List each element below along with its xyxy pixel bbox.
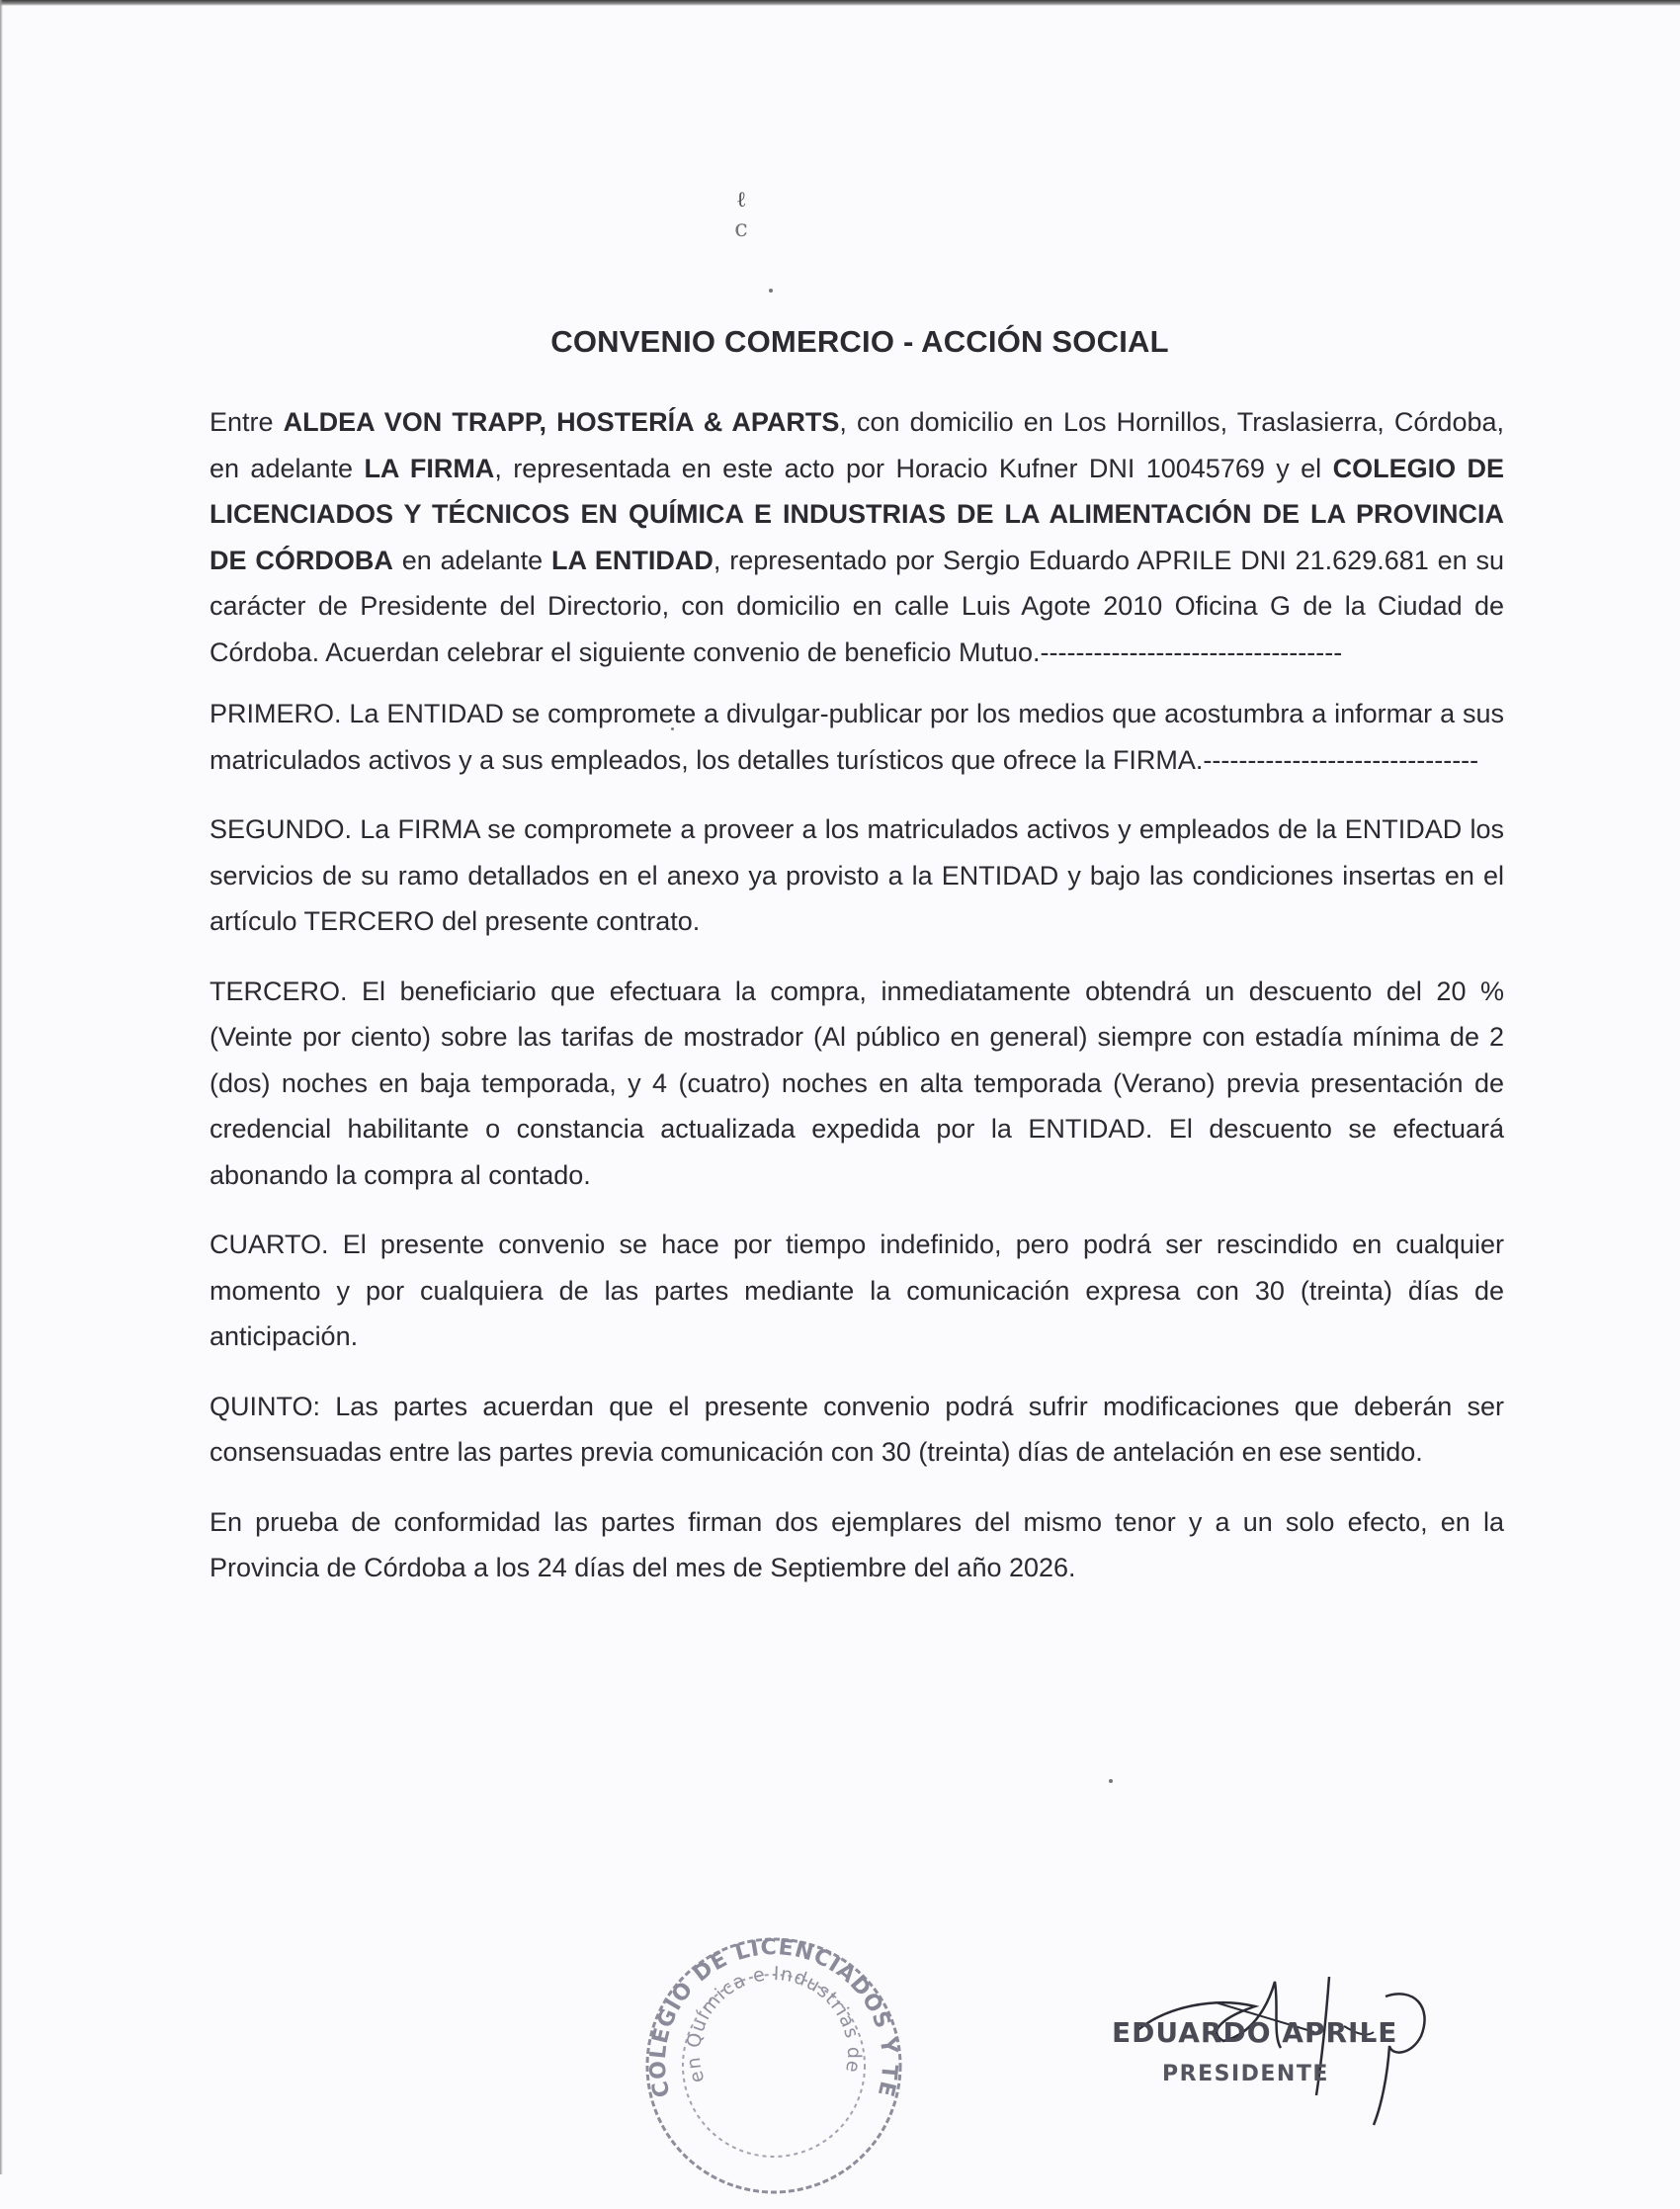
firm-name: ALDEA VON TRAPP, HOSTERÍA & APARTS (283, 407, 840, 437)
entity-stamp (611, 1878, 937, 2204)
clause-cuarto: CUARTO. El presente convenio se hace por tiempo indefinido, pero podrá ser rescindido en cualquier momento y por cualquiera de las partes mediante la comunicación expresa con 30 (treinta) días de anticipación. (210, 1230, 1504, 1351)
document-title: CONVENIO COMERCIO - ACCIÓN SOCIAL (550, 324, 1169, 359)
stamp-inner-text: en Química e Industrias de (682, 1963, 866, 2086)
signatory-name: EDUARDO APRILE (1112, 2016, 1398, 2049)
mark-glyph-2: c (734, 214, 748, 242)
intro-text-5: , representado por Sergio Eduardo APRILE DNI 21.629.681 en su carácter de Presidente del Directorio, con domicilio en calle Luis Agote 2010 Oficina G de la Ciudad de Córdoba. Acuerdan celebrar el siguiente convenio de beneficio Mutuo.---------------------------------- (210, 545, 1504, 667)
intro-text-1: Entre (210, 407, 284, 437)
signatory-title: PRESIDENTE (1162, 2062, 1329, 2086)
scan-speck (769, 289, 773, 293)
clause-tercero: TERCERO. El beneficiario que efectuara la compra, inmediatamente obtendrá un descuento del 20 % (Veinte por ciento) sobre las tarifas de mostrador (Al público en general) siempre con estadía mínima de 2 (dos) noches en baja temporada, y 4 (cuatro) noches en alta temporada (Verano) previa presentación de credencial habilitante o constancia actualizada expedida por la ENTIDAD. El descuento se efectuará abonando la compra al contado. (210, 976, 1504, 1190)
closing-paragraph: En prueba de conformidad las partes firman dos ejemplares del mismo tenor y a un solo efecto, en la Provincia de Córdoba a los 24 días del mes de Septiembre del año 2026. (210, 1506, 1504, 1582)
stamp-outer-text: COLEGIO DE LICENCIADOS Y TE (645, 1934, 902, 2100)
scan-speck (1109, 1779, 1113, 1783)
clause-primero: PRIMERO. La ENTIDAD se compromete a divulgar-publicar por los medios que acostumbra a informar a sus matriculados activos y a sus empleados, los detalles turísticos que ofrece la FIRMA.------------------------------- (210, 699, 1504, 775)
firm-alias: LA FIRMA (364, 453, 495, 483)
clause-segundo: SEGUNDO. La FIRMA se compromete a proveer a los matriculados activos y empleados de la ENTIDAD los servicios de su ramo detallados en el anexo ya provisto a la ENTIDAD y bajo las condiciones insertas en el artículo TERCERO del presente contrato. (210, 814, 1504, 936)
clause-quinto: QUINTO: Las partes acuerdan que el presente convenio podrá sufrir modificaciones que deberán ser consensuadas entre las partes previa comunicación con 30 (treinta) días de antelación en ese sentido. (210, 1391, 1504, 1467)
intro-text-2: , con domicilio en Los Hornillos, Traslasierra, Córdoba, en adelante (210, 407, 1504, 483)
intro-text-4: en adelante (392, 545, 552, 575)
scan-top-edge (0, 0, 1680, 6)
stamp-seal-graphic (611, 1878, 937, 2204)
intro-paragraph (210, 399, 1504, 675)
document-body (210, 399, 1504, 1615)
mark-glyph-1: ℓ (735, 188, 747, 212)
entity-alias: LA ENTIDAD (551, 545, 714, 575)
intro-text-3: , representada en este acto por Horacio Kufner DNI 10045769 y el (494, 453, 1333, 483)
handwritten-mark (729, 188, 753, 257)
entity-name: COLEGIO DE LICENCIADOS Y TÉCNICOS EN QUÍMICA E INDUSTRIAS DE LA ALIMENTACIÓN DE LA PROVINCIA DE CÓRDOBA (210, 453, 1504, 575)
